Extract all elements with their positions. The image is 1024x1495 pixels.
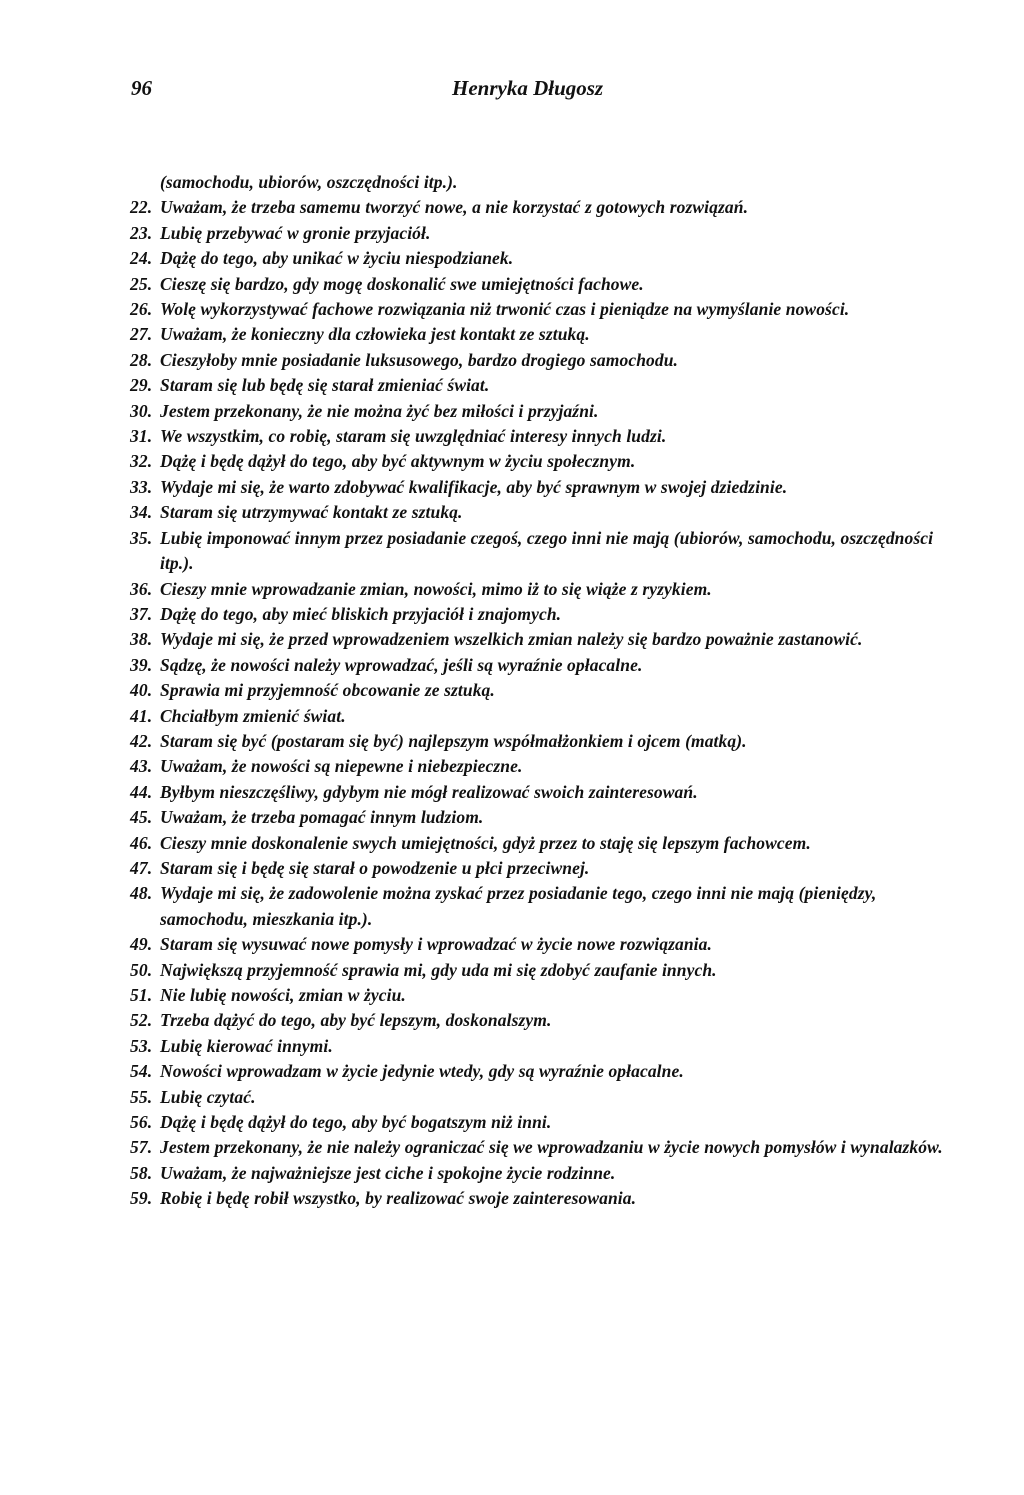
page-number: 96 [131, 76, 152, 100]
item-text: Nie lubię nowości, zmian w życiu. [160, 985, 406, 1005]
list-item [130, 348, 960, 373]
list-item [130, 373, 960, 398]
list-item [130, 1135, 960, 1160]
item-number: 28. [130, 349, 153, 370]
item-text: Wydaje mi się, że warto zdobywać kwalifikacje, aby być sprawnym w swojej dziedzinie. [160, 476, 788, 497]
item-number: 34. [130, 502, 153, 523]
item-number: 40. [130, 680, 153, 701]
item-number: 50. [130, 959, 153, 980]
item-number: 33. [130, 476, 153, 497]
item-number: 47. [130, 857, 153, 878]
item-text: Chciałbym zmienić świat. [160, 705, 346, 726]
list-item [130, 1110, 960, 1135]
list-item [130, 1008, 960, 1033]
item-text: Trzeba dążyć do tego, aby być lepszym, doskonalszym. [160, 1010, 552, 1031]
item-number: 26. [130, 299, 153, 320]
item-number: 49. [130, 934, 153, 955]
list-item [130, 1161, 960, 1186]
item-text: Uważam, że najważniejsze jest ciche i spokojne życie rodzinne. [160, 1162, 616, 1183]
item-number: 22. [130, 197, 153, 218]
item-number: 35. [130, 527, 153, 548]
item-number: 48. [130, 883, 153, 904]
item-text: Staram się wysuwać nowe pomysły i wprowadzać w życie nowe rozwiązania. [160, 934, 712, 955]
item-number: 32. [130, 451, 153, 472]
item-number: 24. [130, 248, 153, 269]
list-item [130, 221, 960, 246]
list-item [130, 272, 960, 297]
list-item [130, 500, 960, 525]
item-text: (samochodu, ubiorów, oszczędności itp.). [160, 172, 458, 192]
list-item [130, 729, 960, 754]
list-item [130, 754, 960, 779]
item-number: 53. [130, 1035, 153, 1056]
list-item [130, 1085, 960, 1110]
item-number: 29. [130, 375, 153, 396]
page-header [0, 76, 1024, 106]
list-item [130, 780, 960, 805]
item-number: 54. [130, 1061, 153, 1082]
list-item [130, 577, 960, 602]
list-item [130, 1034, 960, 1059]
item-number: 25. [130, 273, 153, 294]
item-number: 43. [130, 756, 153, 777]
item-text: Cieszę się bardzo, gdy mogę doskonalić swe umiejętności fachowe. [160, 273, 644, 294]
item-number: 51. [130, 985, 153, 1005]
item-text: Największą przyjemność sprawia mi, gdy uda mi się zdobyć zaufanie innych. [160, 959, 717, 980]
list-item [130, 399, 960, 424]
item-number: 59. [130, 1188, 153, 1209]
item-text: Dążę i będę dążył do tego, aby być bogatszym niż inni. [160, 1112, 552, 1133]
item-text: Dążę do tego, aby mieć bliskich przyjaciół i znajomych. [160, 603, 562, 624]
item-text: Uważam, że trzeba pomagać innym ludziom. [160, 807, 484, 828]
item-number: 39. [130, 654, 153, 675]
item-text: Jestem przekonany, że nie należy ograniczać się we wprowadzaniu w życie nowych pomysłów i wynalazków. [160, 1137, 943, 1158]
item-number: 42. [130, 730, 153, 751]
list-item [130, 602, 960, 627]
item-text: Cieszyłoby mnie posiadanie luksusowego, bardzo drogiego samochodu. [160, 349, 679, 370]
list-item [130, 653, 960, 678]
item-number: 37. [130, 603, 153, 624]
item-text: Wydaje mi się, że przed wprowadzeniem wszelkich zmian należy się bardzo poważnie zastanowić. [160, 629, 863, 650]
list-item [130, 1186, 960, 1211]
list-item [130, 704, 960, 729]
list-item [130, 475, 960, 500]
item-number: 45. [130, 807, 153, 828]
list-item [130, 983, 960, 1008]
list-item [130, 170, 960, 195]
running-head: Henryka Długosz [452, 76, 604, 100]
list-item [130, 449, 960, 474]
item-text: Uważam, że konieczny dla człowieka jest kontakt ze sztuką. [160, 324, 590, 345]
item-text: Jestem przekonany, że nie można żyć bez miłości i przyjaźni. [160, 400, 599, 421]
list-item [130, 246, 960, 271]
item-number: 23. [130, 222, 153, 243]
list-item [130, 831, 960, 856]
item-text: Lubię czytać. [160, 1086, 256, 1107]
item-text: Lubię przebywać w gronie przyjaciół. [160, 222, 431, 243]
item-number: 27. [130, 324, 153, 345]
item-text: Wydaje mi się, że zadowolenie można zyskać przez posiadanie tego, czego inni nie mają (pieniędzy, samochodu, mieszkania itp.). [160, 883, 877, 929]
list-item [130, 932, 960, 957]
list-item [130, 526, 960, 577]
list-item [130, 424, 960, 449]
item-number: 57. [130, 1137, 153, 1158]
list-item [130, 678, 960, 703]
item-text: Staram się być (postaram się być) najlepszym współmałżonkiem i ojcem (matką). [160, 730, 747, 751]
item-text: Robię i będę robił wszystko, by realizować swoje zainteresowania. [160, 1188, 637, 1209]
item-text: Lubię imponować innym przez posiadanie czegoś, czego inni nie mają (ubiorów, samochodu, oszczędności itp.). [160, 527, 934, 574]
item-number: 41. [130, 705, 153, 726]
questionnaire-item-list [130, 170, 960, 1212]
item-text: Byłbym nieszczęśliwy, gdybym nie mógł realizować swoich zainteresowań. [160, 781, 698, 802]
list-item [130, 627, 960, 652]
list-item [130, 1059, 960, 1084]
list-item [130, 958, 960, 983]
item-number: 46. [130, 832, 153, 853]
item-text: Sprawia mi przyjemność obcowanie ze sztuką. [160, 680, 495, 701]
item-text: We wszystkim, co robię, staram się uwzględniać interesy innych ludzi. [160, 426, 667, 447]
list-item [130, 805, 960, 830]
item-text: Cieszy mnie doskonalenie swych umiejętności, gdyż przez to staję się lepszym fachowcem. [160, 832, 811, 853]
item-text: Staram się utrzymywać kontakt ze sztuką. [160, 502, 463, 523]
item-text: Cieszy mnie wprowadzanie zmian, nowości, mimo iż to się wiąże z ryzykiem. [160, 578, 712, 599]
item-number: 44. [130, 781, 153, 802]
list-item [130, 297, 960, 322]
item-text: Nowości wprowadzam w życie jedynie wtedy, gdy są wyraźnie opłacalne. [160, 1061, 684, 1082]
item-number: 52. [130, 1010, 153, 1031]
item-number: 38. [130, 629, 153, 650]
item-number: 36. [130, 578, 153, 599]
item-number: 55. [130, 1086, 153, 1107]
item-number: 31. [130, 426, 153, 447]
item-text: Staram się i będę się starał o powodzenie u płci przeciwnej. [160, 857, 590, 878]
item-text: Wolę wykorzystywać fachowe rozwiązania niż trwonić czas i pieniądze na wymyślanie nowości. [160, 299, 850, 320]
list-item [130, 195, 960, 220]
item-text: Dążę do tego, aby unikać w życiu niespodzianek. [160, 248, 514, 269]
list-item [130, 322, 960, 347]
item-text: Dążę i będę dążył do tego, aby być aktywnym w życiu społecznym. [160, 451, 636, 472]
item-text: Uważam, że nowości są niepewne i niebezpieczne. [160, 756, 523, 777]
list-item [130, 856, 960, 881]
item-text: Lubię kierować innymi. [160, 1035, 333, 1056]
item-text: Staram się lub będę się starał zmieniać świat. [160, 375, 490, 396]
item-number: 30. [130, 400, 153, 421]
item-number: 58. [130, 1162, 153, 1183]
item-number: 56. [130, 1112, 153, 1133]
item-text: Uważam, że trzeba samemu tworzyć nowe, a nie korzystać z gotowych rozwiązań. [160, 197, 749, 218]
item-text: Sądzę, że nowości należy wprowadzać, jeśli są wyraźnie opłacalne. [160, 654, 643, 675]
list-item [130, 881, 960, 932]
